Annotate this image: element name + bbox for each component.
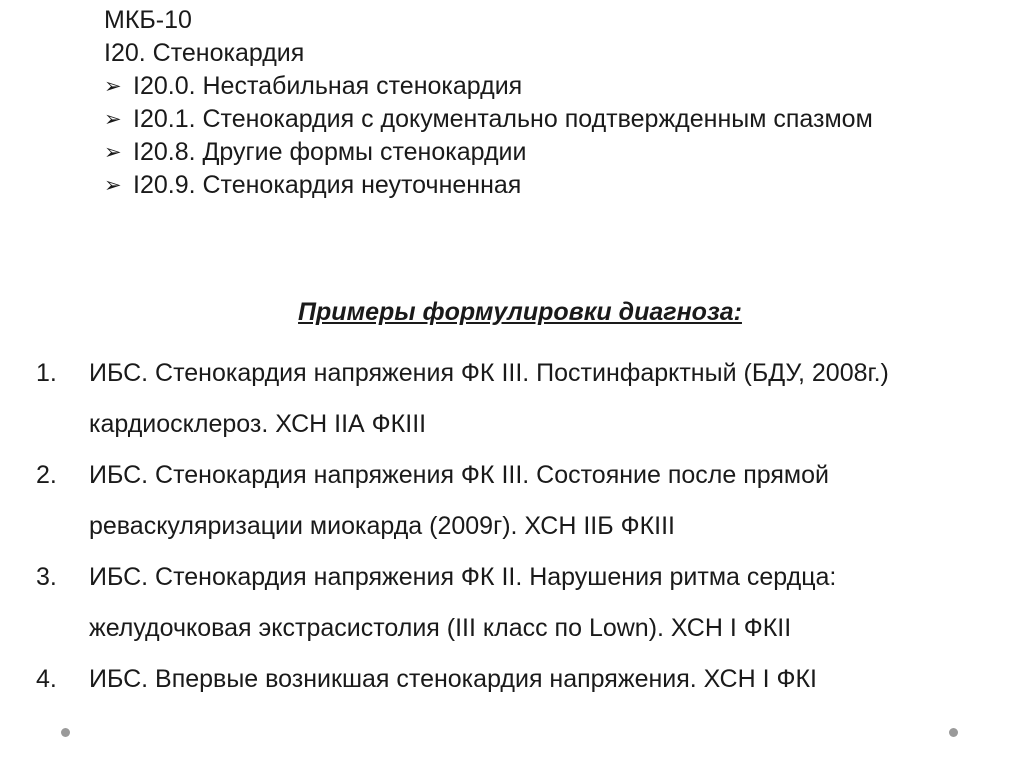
subcode-item xyxy=(104,103,893,136)
arrow-bullet-icon: ➢ xyxy=(104,141,122,164)
example-number: 2. xyxy=(36,461,57,489)
subcode-item xyxy=(104,169,893,202)
example-text: ИБС. Стенокардия напряжения ФК III. Постинфарктный (БДУ, 2008г.) кардиосклероз. ХСН IIА ФКIII xyxy=(89,359,889,438)
main-code-title: I20. Стенокардия xyxy=(104,39,305,67)
subcode-text: I20.1. Стенокардия с документально подтвержденным спазмом xyxy=(133,105,873,133)
subcode-item xyxy=(104,70,893,103)
arrow-bullet-icon: ➢ xyxy=(104,75,122,98)
subcode-item xyxy=(104,136,893,169)
example-item xyxy=(36,348,996,450)
example-item xyxy=(36,552,996,654)
arrow-bullet-icon: ➢ xyxy=(104,108,122,131)
example-item xyxy=(36,450,996,552)
subcode-text: I20.8. Другие формы стенокардии xyxy=(133,138,527,166)
examples-heading: Примеры формулировки диагноза: xyxy=(298,298,742,326)
example-number: 4. xyxy=(36,665,57,693)
example-text: ИБС. Стенокардия напряжения ФК II. Нарушения ритма сердца: желудочковая экстрасистолия (III класс по Lown). ХСН I ФКII xyxy=(89,563,837,642)
subcode-text: I20.0. Нестабильная стенокардия xyxy=(133,72,523,100)
example-text: ИБС. Впервые возникшая стенокардия напряжения. ХСН I ФКI xyxy=(89,665,817,693)
example-item xyxy=(36,654,996,705)
diagnosis-examples-list xyxy=(36,348,996,705)
classification-title: МКБ-10 xyxy=(104,6,192,34)
example-number: 1. xyxy=(36,359,57,387)
subcode-list xyxy=(104,70,893,202)
example-number: 3. xyxy=(36,563,57,591)
arrow-bullet-icon: ➢ xyxy=(104,174,122,197)
prev-slide-dot[interactable] xyxy=(61,728,70,737)
next-slide-dot[interactable] xyxy=(949,728,958,737)
icd-code-block xyxy=(104,4,893,202)
subcode-text: I20.9. Стенокардия неуточненная xyxy=(133,171,522,199)
example-text: ИБС. Стенокардия напряжения ФК III. Состояние после прямой реваскуляризации миокарда (2009г). ХСН IIБ ФКIII xyxy=(89,461,829,540)
